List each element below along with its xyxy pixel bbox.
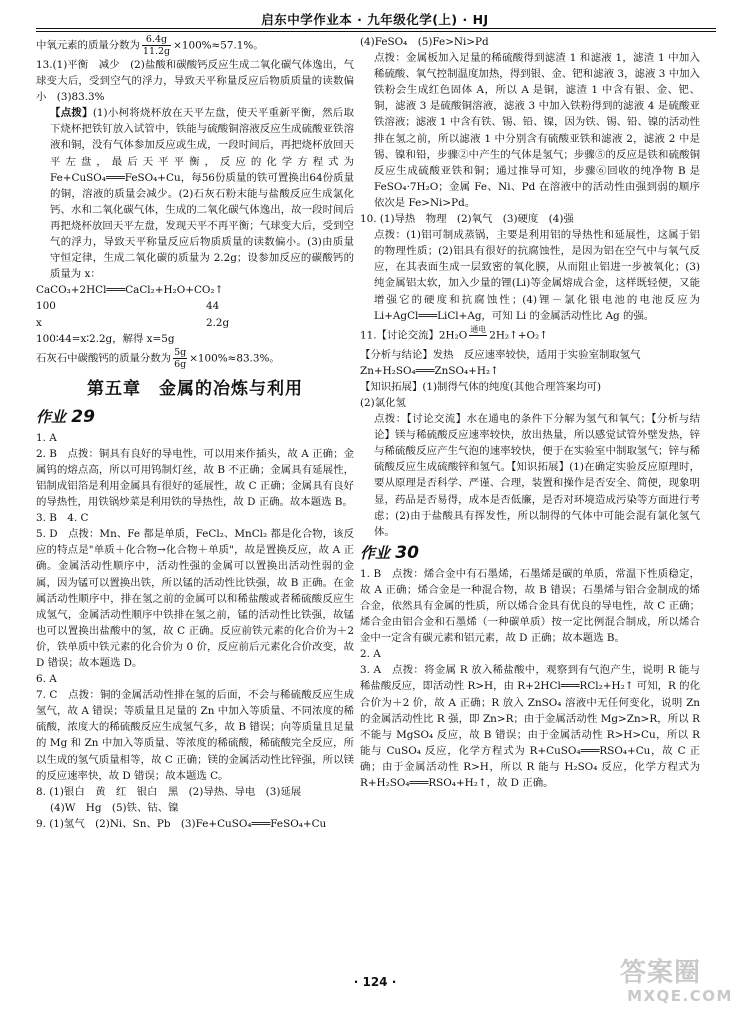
answer-13: 13.(1)平衡 减少 (2)盐酸和碳酸钙反应生成二氧化碳气体逸出，气球变大后，受到空气的浮力，导致天平称量反应后物质质量的读数偏小 (3)83.3% <box>36 59 354 104</box>
answer-8-cont: (4)W Hg (5)铁、钴、镍 <box>50 801 179 814</box>
answer-3-4: 3. B 4. C <box>36 512 89 525</box>
answer-8: 8. (1)银白 黄 红 银白 黑 (2)导热、导电 (3)延展 <box>36 785 302 798</box>
fraction: $\frac{6.4g}{11.2g}$ <box>142 34 171 57</box>
homework-heading-30: 作业 30 <box>360 542 419 563</box>
answer-11-extension-2: (2)氯化氢 <box>360 396 406 409</box>
header-title: 启东中学作业本 · 九年级化学(上) · HJ <box>261 12 489 27</box>
equation-caco3: CaCO₃+2HCl═══CaCl₂+H₂O+CO₂↑ <box>36 284 224 297</box>
answer-9-cont: (4)FeSO₄ (5)Fe>Ni>Pd <box>360 36 489 48</box>
equation-ratio-row-2: x 2.2g <box>36 316 230 329</box>
answer-9: 9. (1)氢气 (2)Ni、Sn、Pb (3)Fe+CuSO₄═══FeSO₄+Cu <box>36 817 327 830</box>
watermark-logo <box>620 959 740 1009</box>
answer-7: 7. C 点拨：铜的金属活动性排在氢的后面，不会与稀硫酸反应生成氢气，故 A 错误；等质量且足量的 Zn 中加入等质量、不同浓度的稀硫酸，浓度大的稀硫酸反应生成氢气多，故 B 错误；向等质量且足量的 Mg 和 Zn 中加入等质量、等浓度的稀硫酸，稀硫酸完全反应，所以生成的氢气质量相等，故 C 正确；镁的金属活动性比锌强，所以镁的反应速率快，故 D 错误；故本题选 C。 <box>36 689 354 782</box>
oxygen-fraction-line: 中氧元素的质量分数为 $\frac{6.4g}{11.2g}$ ×100%≈57.1%。 <box>36 34 264 57</box>
reaction-arrow: 通电 <box>470 324 487 334</box>
header-rule-thin <box>36 31 716 32</box>
answer-10: 10. (1)导热 物理 (2)氧气 (3)硬度 (4)强 <box>360 213 574 226</box>
answer-11-extension: 【知识拓展】(1)制得气体的纯度(其他合理答案均可) <box>360 380 602 393</box>
answer-9-hint: 点拨：金属板加入足量的稀硫酸得到滤渣 1 和滤液 1，滤渣 1 中加入稀硫酸、氧气控制温度加热，得到银、金、钯和滤液 3，滤液 3 中加入铁粉会生成红色固体 A，所以 A 是铜，滤渣 1 中含有银、金、钯、铜，滤液 3 是硫酸铜溶液，滤液 3 中加入铁粉得到的滤液 4 是硫酸亚铁溶液；滤液 1 中含有铁、锡、铅、镍，因为铁、锡、铅、镍的活动性排在氢之前，所以滤液 1 中分别含有硫酸亚铁和滤液 2，滤液 2 中是锡、镍和铅，步骤②中产生的气体是氢气；步骤⑤的反应是铁和硫酸铜反应生成硫酸亚铁和铜；通过推导可知，步骤⑥回收的纯净物 B 是 FeSO₄·7H₂O；金属 Fe、Ni、Pd 在溶液中的活动性由强到弱的顺序依次是 Fe>Ni>Pd。 <box>374 52 704 209</box>
page-header <box>0 6 750 30</box>
answer-11-zn-equation: Zn+H₂SO₄═══ZnSO₄+H₂↑ <box>360 364 499 377</box>
equation-solve: 100∶44=x∶2.2g，解得 x=5g <box>36 332 175 345</box>
answer-6: 6. A <box>36 673 57 686</box>
answer-10-hint: 点拨：(1)铝可制成蒸锅，主要是利用铝的导热性和延展性，这属于铝的物理性质；(2)铝具有很好的抗腐蚀性，是因为铝在空气中与氧气反应，在其表面生成一层致密的氧化膜，从而阻止铝进一步被氧化；(3)纯金属铝太软，加入少量的锂(Li)等金属熔成合金，这样既轻便，又能增强它的硬度和抗腐蚀性；(4)锂－氯化银电池的电池反应为 Li+AgCl═══LiCl+Ag，可知 Li 的金属活动性比 Ag 的强。 <box>374 229 704 322</box>
watermark-logo-text: 答案圈 <box>620 958 702 988</box>
answer-11-analysis: 【分析与结论】发热 反应速率较快，适用于实验室制取氢气 <box>360 348 641 361</box>
fraction: $\frac{5g}{6g}$ <box>174 346 187 370</box>
answer-30-1: 1. B 点拨：烯合金中有石墨烯，石墨烯是碳的单质，常温下性质稳定，故 A 正确；烯合金是一种混合物，故 B 错误；石墨烯与铝合金制成的烯合金，依然具有金属的性质，所以烯合金具有优良的导电性，故 C 正确；烯合金由铝合金和石墨烯（一种碳单质）按一定比例混合制成，所以烯合金中一定含有碳元素和铝元素，故 D 正确；故本题选 B。 <box>360 567 700 645</box>
right-column <box>360 34 704 791</box>
answer-30-3: 3. A 点拨：将金属 R 放入稀盐酸中，观察到有气泡产生，说明 R 能与稀盐酸反应，即活动性 R>H，由 R+2HCl═══RCl₂+H₂↑ 可知，R 的化合价为＋2 价，故 A 正确；R 放入 ZnSO₄ 溶液中无任何变化，说明 Zn 的金属活动性比 R 强，即 Zn>R；由于金属活动性 Mg>Zn>R，所以 R 不能与 MgSO₄ 反应，故 B 错误；由于金属活动性 R>H>Cu，所以 R 能与 CuSO₄ 反应，化学方程式为 R+CuSO₄═══RSO₄+Cu，故 C 正确；由于金属活动性 R>H，所以 R 能与 H₂SO₄ 反应，化学方程式为 R+H₂SO₄═══RSO₄+H₂↑，故 D 正确。 <box>360 664 704 790</box>
page-number: · 124 · <box>353 975 397 989</box>
header-rule <box>36 28 716 29</box>
left-column <box>36 34 358 832</box>
answer-30-2: 2. A <box>360 648 381 661</box>
equation-ratio-row-1: 100 44 <box>36 300 220 313</box>
answer-5: 5. D 点拨：Mn、Fe 都是单质，FeCl₂、MnCl₂ 都是化合物，该反应的特点是"单质＋化合物→化合物＋单质"，故是置换反应，故 A 正确。金属活动性顺序中，活动性强的金属可以置换出活动性弱的金属，因为锰可以置换出铁，所以锰的活动性比铁强，故 B 正确。在金属活动性顺序中，排在氢之前的金属可以和稀盐酸或者稀硫酸反应生成氢气，金属活动性顺序中铁排在氢之前，锰的活动性比铁强，故锰也可以置换出盐酸中的氢，故 C 正确。反应前铁元素的化合价为＋2 价，铁单质中铁元素的化合价为 0 价，反应前后元素化合价改变，故 D 错误；故本题选 D。 <box>36 528 358 669</box>
watermark-url: MXQE.COM <box>627 987 733 1005</box>
answer-1: 1. A <box>36 431 57 444</box>
answer-11-equation: 11.【讨论交流】2H₂O 通电 2H₂↑+O₂↑ <box>360 324 700 347</box>
answer-13-hint: 【点拨】(1)小柯将烧杯放在天平左盘，使天平重新平衡，然后取下烧杯把铁钉放入试管中，铁能与硫酸铜溶液反应生成硫酸亚铁溶液和铜，没有气体参加反应或生成，一段时间后，再把烧杯放回天平左盘，最后天平平衡，反应的化学方程式为 Fe+CuSO₄═══FeSO₄+Cu，每56份质量的铁可置换出64份质量的铜，溶液的质量会减少。(2)石灰石粉末能与盐酸反应生成氯化钙、水和二氧化碳气体，生成的二氧化碳气体逸出，故一段时间后再把烧杯放回天平左盘，发现天平不再平衡；气球变大后，受到空气的浮力，导致天平称量反应后物质质量的读数偏小。(3)由质量守恒定律，生成二氧化碳的质量为 2.2g；设参加反应的碳酸钙的质量为 x： <box>50 107 358 281</box>
homework-heading-29: 作业 29 <box>36 406 95 427</box>
answer-11-hint: 点拨：【讨论交流】水在通电的条件下分解为氢气和氧气；【分析与结论】镁与稀硫酸反应速率较快，放出热量，所以感觉试管外壁发热，锌与稀硫酸反应产生气泡的速率较快，便于在实验室中制取氢气；锌与稀硫酸反应生成硫酸锌和氢气。【知识拓展】(1)在确定实验反应原理时，要从原理是否科学、严谨、合理，装置和操作是否安全、简便，现象明显，药品是否易得，成本是否低廉，是否对环境造成污染等方面进行考虑；(2)由于盐酸具有挥发性，所以制得的气体中可能会混有氯化氢气体。 <box>374 413 700 538</box>
answer-2: 2. B 点拨：铜具有良好的导电性，可以用来作插头，故 A 正确；金属钨的熔点高，所以可用钨制灯丝，故 B 不正确；金属具有延展性，铝制成铝箔是利用金属具有很好的延展性，故 C 正确；金属具有良好的导热性，用铁锅炒菜是利用铁的导热性，故 D 正确。故本题选 B。 <box>36 447 354 509</box>
mass-fraction-line: 石灰石中碳酸钙的质量分数为 $\frac{5g}{6g}$ ×100%≈83.3%。 <box>36 346 280 370</box>
chapter-title: 第五章 金属的冶炼与利用 <box>87 378 303 399</box>
